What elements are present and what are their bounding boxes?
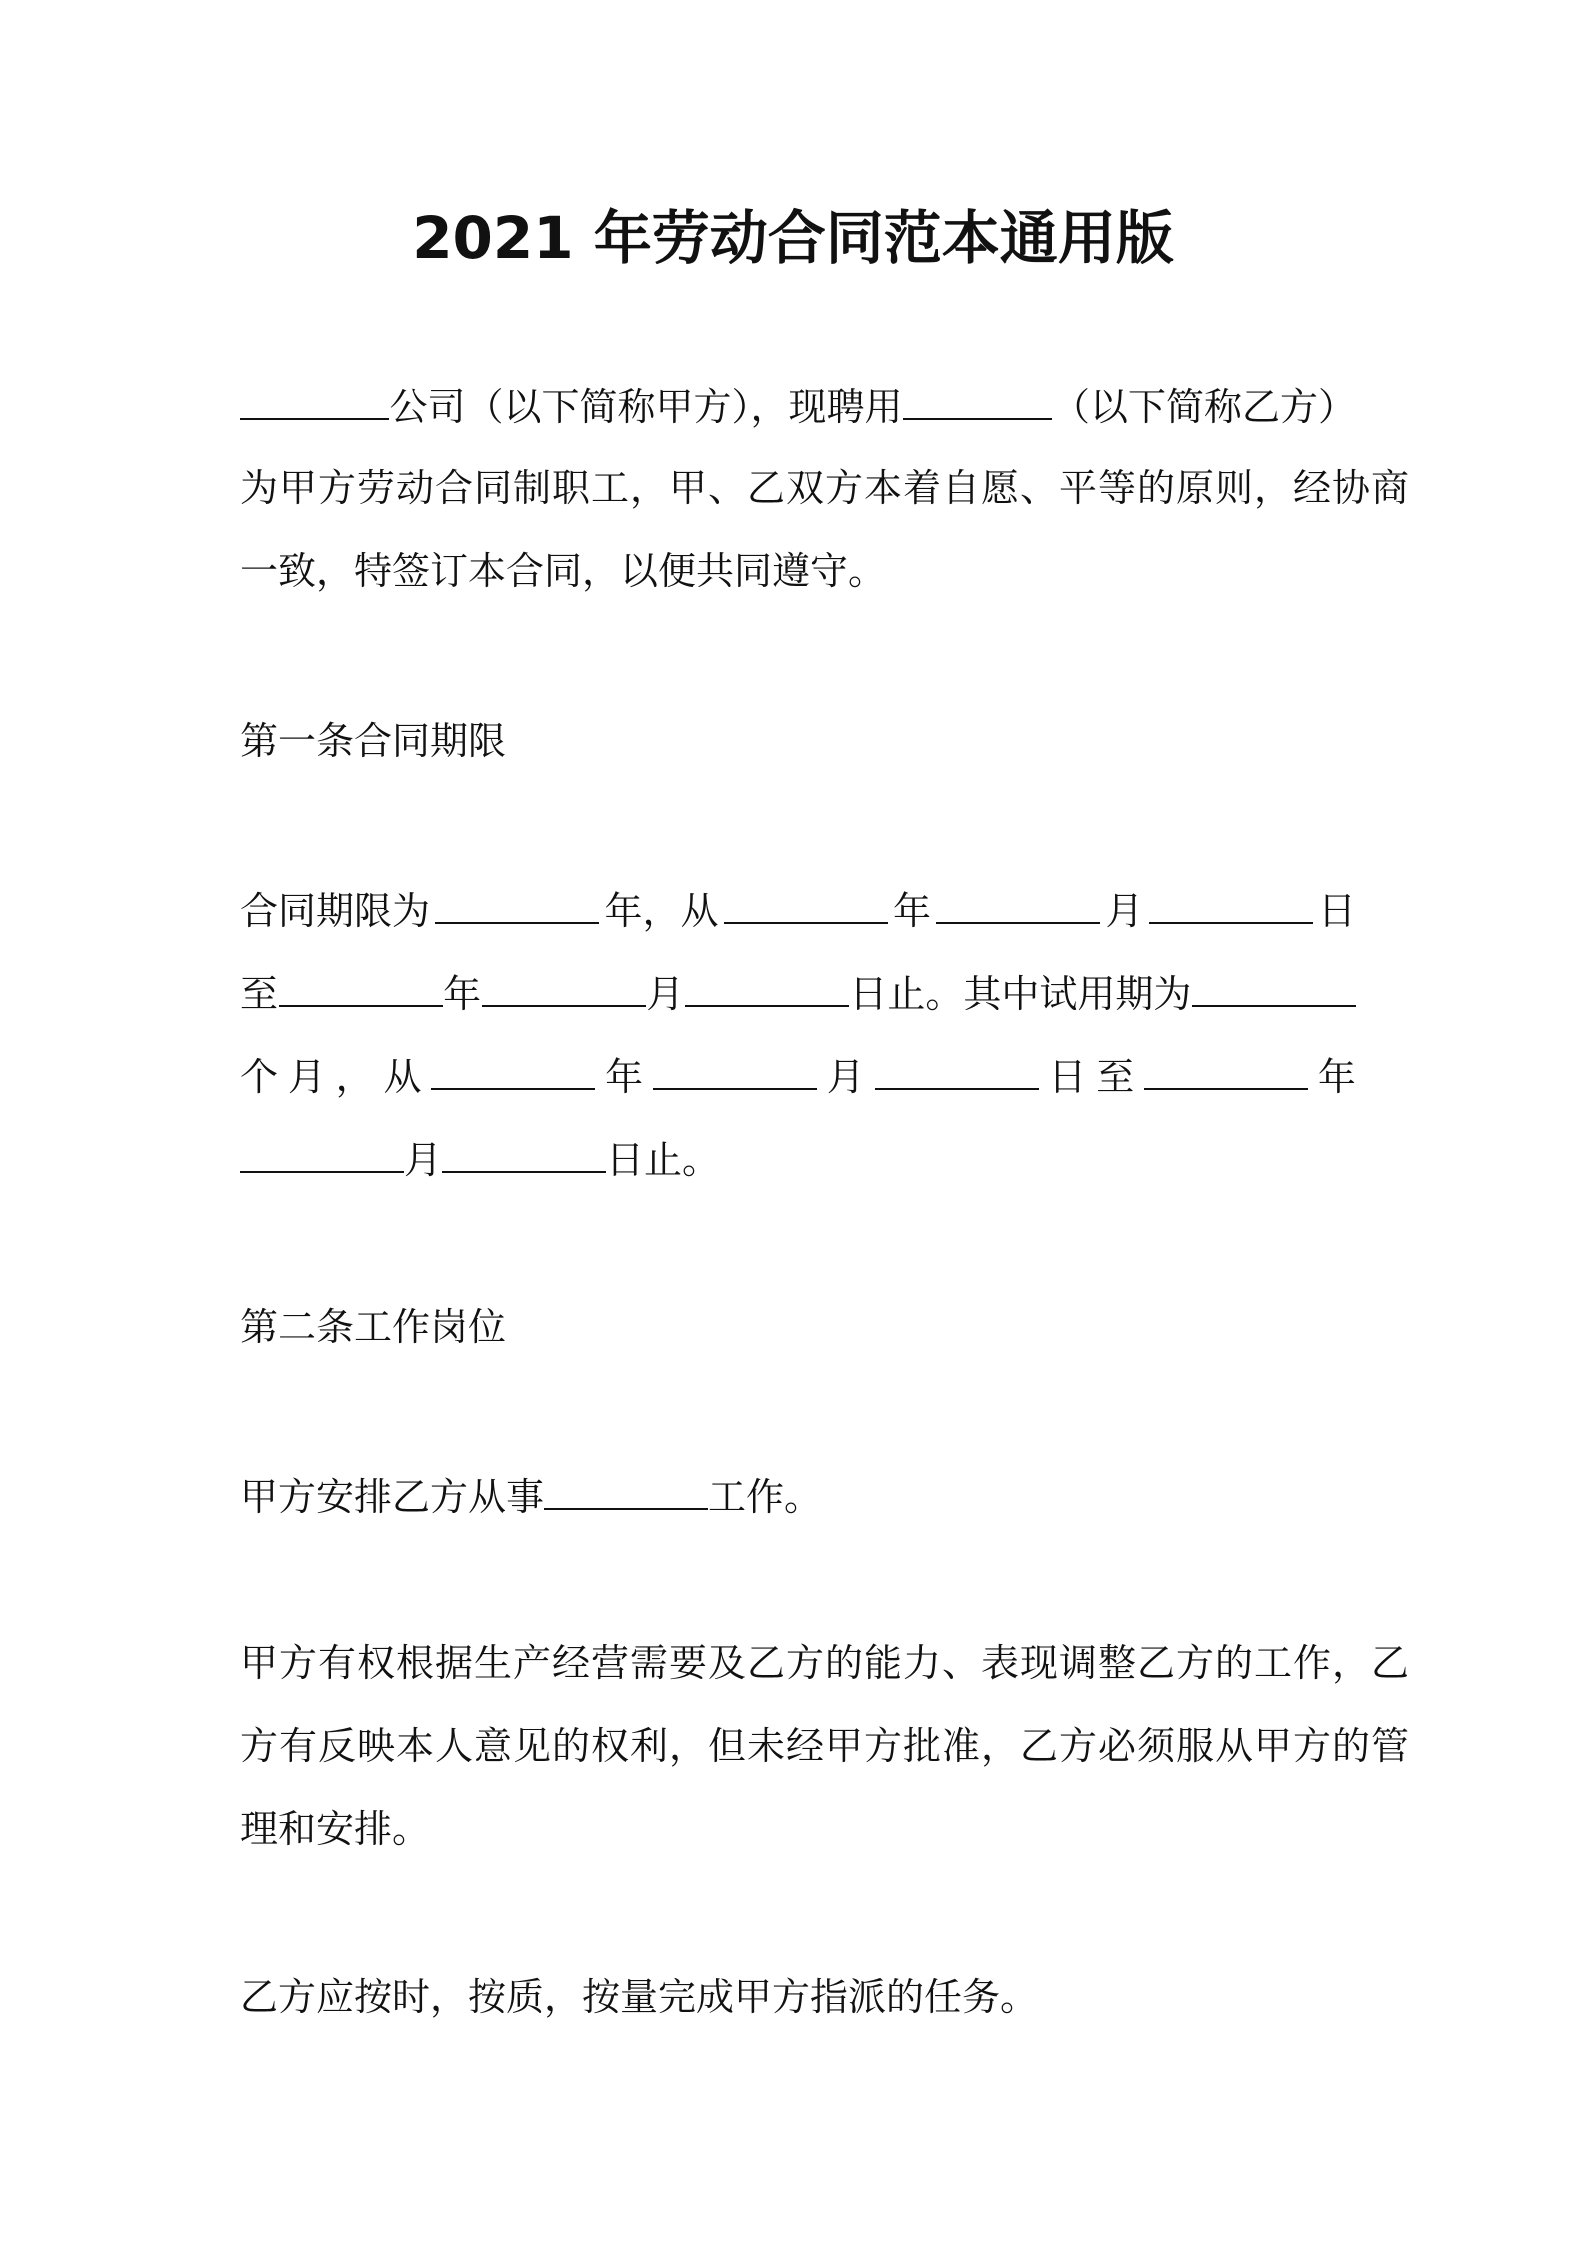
intro-line-2: 为甲方劳动合同制职工，甲、乙双方本着自愿、平等的原则，经协商 <box>240 466 1411 510</box>
start-year-unit: 年 <box>892 889 931 933</box>
adjust-line-1: 甲方有权根据生产经营需要及乙方的能力、表现调整乙方的工作，乙 <box>240 1641 1411 1685</box>
term-line-2 <box>240 967 1356 1019</box>
term-line-3 <box>240 1050 1356 1102</box>
company-name-blank[interactable] <box>240 380 389 420</box>
end-month-unit: 月 <box>646 972 685 1016</box>
job-text-a: 甲方安排乙方从事 <box>240 1475 545 1519</box>
adjust-line-3: 理和安排。 <box>240 1807 431 1851</box>
probation-to-label: 至 <box>1096 1055 1135 1099</box>
job-text-b: 工作。 <box>708 1475 823 1519</box>
start-day-unit: 日 <box>1317 889 1356 933</box>
probation-start-month-unit: 月 <box>826 1055 865 1099</box>
to-label: 至 <box>240 972 279 1016</box>
task-line: 乙方应按时，按质，按量完成甲方指派的任务。 <box>240 1975 1039 2019</box>
from-label: 从 <box>383 1055 422 1099</box>
month-count-yue: 月 <box>287 1055 326 1099</box>
probation-end-text: 日止。 <box>606 1138 721 1182</box>
probation-label: 日止。其中试用期为 <box>849 972 1192 1016</box>
term-year-from: 年，从 <box>604 889 719 933</box>
term-line-1 <box>240 884 1356 936</box>
start-month-blank[interactable] <box>936 884 1100 924</box>
probation-end-year-unit: 年 <box>1317 1055 1356 1099</box>
document-title: 2021 年劳动合同范本通用版 <box>412 204 1174 272</box>
probation-months-blank[interactable] <box>1192 967 1356 1007</box>
term-label: 合同期限为 <box>240 889 431 933</box>
month-count-ge: 个 <box>240 1055 279 1099</box>
end-day-blank[interactable] <box>685 967 849 1007</box>
probation-end-month-unit: 月 <box>404 1138 443 1182</box>
probation-end-day-blank[interactable] <box>442 1133 606 1173</box>
end-year-blank[interactable] <box>279 967 443 1007</box>
probation-start-day-blank[interactable] <box>875 1050 1039 1090</box>
probation-start-month-blank[interactable] <box>653 1050 817 1090</box>
start-day-blank[interactable] <box>1149 884 1313 924</box>
end-year-unit: 年 <box>443 972 482 1016</box>
adjust-line-2: 方有反映本人意见的权利，但未经甲方批准，乙方必须服从甲方的管 <box>240 1724 1411 1768</box>
comma: ， <box>335 1055 374 1099</box>
article-2-heading: 第二条工作岗位 <box>240 1305 507 1349</box>
start-year-blank[interactable] <box>724 884 888 924</box>
probation-end-month-blank[interactable] <box>240 1133 404 1173</box>
intro-line-1 <box>240 380 1356 432</box>
job-title-blank[interactable] <box>544 1470 708 1510</box>
probation-end-year-blank[interactable] <box>1144 1050 1308 1090</box>
term-years-blank[interactable] <box>435 884 599 924</box>
probation-start-year-blank[interactable] <box>431 1050 595 1090</box>
probation-start-day-unit: 日 <box>1048 1055 1087 1099</box>
end-month-blank[interactable] <box>482 967 646 1007</box>
employee-name-blank[interactable] <box>903 380 1052 420</box>
intro-line-3: 一致，特签订本合同，以便共同遵守。 <box>240 549 887 593</box>
term-line-4 <box>240 1133 1356 1185</box>
intro-text-b: （以下简称乙方） <box>1051 385 1356 429</box>
intro-text-a: 公司（以下简称甲方），现聘用 <box>389 385 903 429</box>
start-month-unit: 月 <box>1105 889 1144 933</box>
article-1-heading: 第一条合同期限 <box>240 719 507 763</box>
probation-start-year-unit: 年 <box>605 1055 644 1099</box>
job-line <box>240 1470 1356 1522</box>
